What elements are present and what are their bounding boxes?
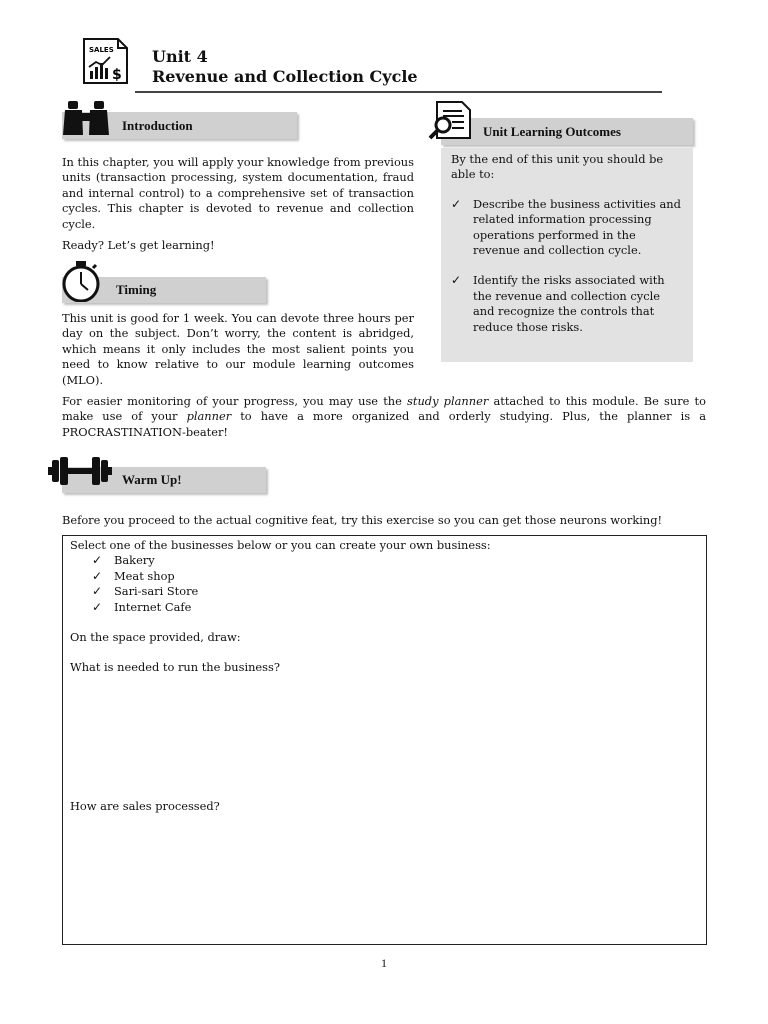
page-number: 1: [381, 956, 387, 970]
business-item: ✓ Sari-sari Store: [92, 584, 199, 599]
binoculars-icon: [62, 101, 110, 137]
stopwatch-icon: [60, 260, 102, 302]
outcomes-banner: [441, 118, 693, 145]
planner-term: planner: [186, 409, 232, 424]
outcome-item: [451, 273, 683, 335]
dumbbell-icon: [48, 456, 112, 486]
check-icon: ✓: [92, 599, 103, 614]
monitoring-paragraph: For easier monitoring of your progress, you may use the study planner attached to this module. Be sure to make use of your planner to have a more organized and orderly studying. Plus, the planner is a PROCRASTINATION-beater!: [62, 394, 707, 439]
question-sales-processed: How are sales processed?: [70, 798, 220, 813]
document-search-icon: [428, 100, 474, 140]
check-icon: ✓: [451, 196, 462, 211]
check-icon: ✓: [92, 553, 103, 568]
header-divider: [135, 91, 662, 93]
outcome-item: [451, 197, 683, 259]
outcome-text: Identify the risks associated with the revenue and collection cycle and recognize the controls that reduce those risks.: [473, 273, 665, 334]
sales-icon-label: SALES: [89, 46, 114, 54]
warmup-heading: Warm Up!: [122, 472, 182, 487]
study-planner-term: study planner: [407, 394, 489, 408]
outcomes-box: [441, 148, 693, 362]
outcomes-heading: Unit Learning Outcomes: [483, 123, 621, 139]
outcomes-intro: By the end of this unit you should be able to:: [451, 152, 664, 182]
sales-document-icon: [80, 38, 130, 84]
business-item: ✓ Meat shop: [92, 568, 175, 583]
timing-paragraph: This unit is good for 1 week. You can devote three hours per day on the subject. Don’t worry, the content is abridged, which means it only includes the most salient points you need to know relative to our module learning outcomes (MLO).: [62, 311, 414, 387]
warmup-intro: Before you proceed to the actual cognitive feat, try this exercise so you can get those neurons working!: [62, 513, 663, 527]
unit-number: Unit 4: [152, 47, 208, 66]
check-icon: ✓: [451, 273, 462, 288]
unit-title: Revenue and Collection Cycle: [152, 67, 418, 86]
business-item: ✓ Bakery: [92, 553, 155, 568]
draw-instruction: On the space provided, draw:: [70, 630, 241, 645]
check-icon: ✓: [92, 584, 103, 599]
introduction-heading: Introduction: [122, 117, 193, 133]
select-instruction: Select one of the businesses below or you can create your own business:: [70, 538, 491, 552]
check-icon: ✓: [92, 568, 103, 583]
introduction-paragraph: In this chapter, you will apply your knowledge from previous units (transaction processing, system documentation, fraud and internal control) to a comprehensive set of transaction cycles. This chapter is devoted to revenue and collection cycle.: [62, 155, 414, 231]
business-list: [70, 553, 699, 615]
question-run-business: What is needed to run the business?: [70, 660, 280, 675]
timing-heading: Timing: [116, 282, 157, 297]
outcomes-list: [451, 197, 683, 335]
outcome-text: Describe the business activities and related information processing operations performed in the revenue and collection cycle.: [473, 196, 681, 258]
ready-text: Ready? Let’s get learning!: [62, 238, 215, 252]
business-item: ✓ Internet Cafe: [92, 599, 192, 614]
svg-text:$: $: [112, 67, 122, 83]
warmup-activity-box[interactable]: [62, 535, 707, 945]
